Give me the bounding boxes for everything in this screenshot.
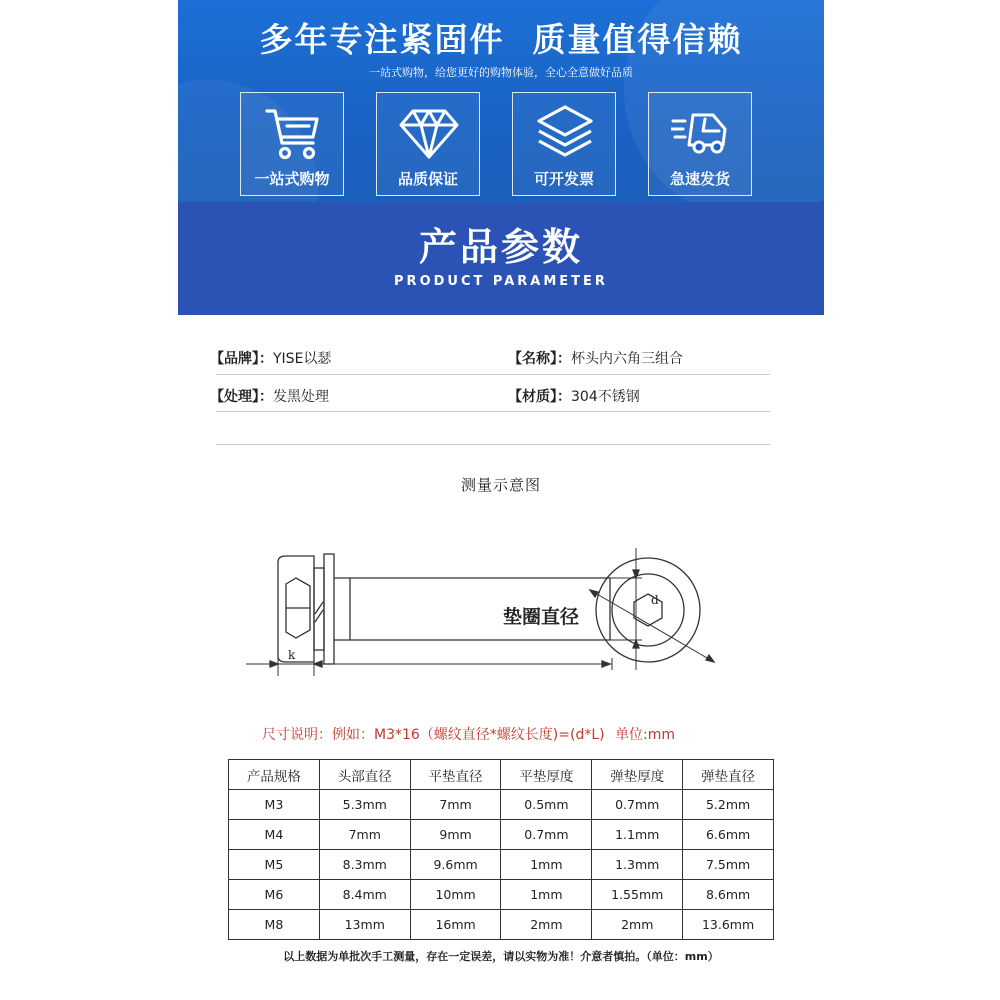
table-cell: M6 <box>229 880 320 910</box>
product-detail-page <box>178 0 824 1000</box>
table-cell: 13.6mm <box>683 910 774 940</box>
table-header: 弹垫厚度 <box>592 760 683 790</box>
table-cell: 5.2mm <box>683 790 774 820</box>
feature-one-stop-shopping <box>240 92 344 196</box>
table-cell: 7.5mm <box>683 850 774 880</box>
promo-banner <box>178 0 824 202</box>
shopping-cart-icon <box>263 101 323 163</box>
spec-name <box>508 348 683 368</box>
feature-label: 可开发票 <box>533 170 594 188</box>
table-cell: 9.6mm <box>410 850 501 880</box>
divider <box>216 374 770 375</box>
label-k: k <box>288 648 296 662</box>
table-row <box>229 850 774 880</box>
banner-slogan <box>178 14 824 61</box>
table-cell: 1.3mm <box>592 850 683 880</box>
size-note <box>262 724 681 744</box>
table-cell: M4 <box>229 820 320 850</box>
table-cell: 0.7mm <box>501 820 592 850</box>
section-header <box>178 202 824 315</box>
feature-list <box>240 92 760 200</box>
table-cell: 16mm <box>410 910 501 940</box>
table-header: 平垫直径 <box>410 760 501 790</box>
table-header: 平垫厚度 <box>501 760 592 790</box>
size-note-unit: 单位:mm <box>615 727 676 743</box>
table-cell: 9mm <box>410 820 501 850</box>
delivery-truck-icon <box>671 101 731 163</box>
table-cell: M5 <box>229 850 320 880</box>
table-cell: M8 <box>229 910 320 940</box>
table-cell: 2mm <box>501 910 592 940</box>
spec-treatment-value: 发黑处理 <box>273 389 329 405</box>
divider <box>216 411 770 412</box>
slogan-right: 质量值得信赖 <box>532 20 743 59</box>
banner-subtitle: 一站式购物，给您更好的购物体验，全心全意做好品质 <box>369 66 633 79</box>
table-header: 弹垫直径 <box>683 760 774 790</box>
diamond-icon <box>399 101 459 163</box>
spec-name-label: 【名称】： <box>508 351 571 367</box>
spec-material-label: 【材质】： <box>508 389 571 405</box>
spec-material <box>508 386 640 406</box>
measurement-disclaimer: 以上数据为单批次手工测量，存在一定误差，请以实物为准！介意者慎拍。（单位：mm） <box>283 950 719 963</box>
table-row <box>229 880 774 910</box>
table-row <box>229 790 774 820</box>
measurement-diagram <box>238 540 738 680</box>
feature-label: 品质保证 <box>397 170 458 188</box>
section-subtitle: PRODUCT PARAMETER <box>394 274 608 289</box>
table-cell: 8.3mm <box>319 850 410 880</box>
spec-treatment <box>210 386 329 406</box>
screw-head <box>278 556 314 662</box>
table-row <box>229 820 774 850</box>
feature-label: 一站式购物 <box>254 170 330 188</box>
table-cell: 1mm <box>501 850 592 880</box>
table-cell: 1.55mm <box>592 880 683 910</box>
table-cell: M3 <box>229 790 320 820</box>
feature-label: 急速发货 <box>669 170 730 188</box>
table-cell: 6.6mm <box>683 820 774 850</box>
spec-brand-value: YISE以瑟 <box>273 351 332 367</box>
table-cell: 0.7mm <box>592 790 683 820</box>
feature-invoice <box>512 92 616 196</box>
table-cell: 0.5mm <box>501 790 592 820</box>
table-header-row <box>229 760 774 790</box>
flat-washer <box>324 554 334 664</box>
table-row <box>229 910 774 940</box>
table-header: 头部直径 <box>319 760 410 790</box>
table-cell: 8.4mm <box>319 880 410 910</box>
diagram-title: 测量示意图 <box>460 476 541 494</box>
spec-material-value: 304不锈钢 <box>571 389 640 405</box>
table-cell: 5.3mm <box>319 790 410 820</box>
divider <box>216 444 770 445</box>
washer-inner-circle <box>612 574 684 646</box>
feature-quality-guarantee <box>376 92 480 196</box>
size-note-text: 尺寸说明：例如：M3*16（螺纹直径*螺纹长度)=(d*L) <box>262 727 605 743</box>
table-cell: 2mm <box>592 910 683 940</box>
table-cell: 8.6mm <box>683 880 774 910</box>
section-title: 产品参数 <box>418 225 583 269</box>
table-header: 产品规格 <box>229 760 320 790</box>
table-cell: 10mm <box>410 880 501 910</box>
table-cell: 1.1mm <box>592 820 683 850</box>
spec-brand <box>210 348 331 368</box>
spec-brand-label: 【品牌】： <box>210 351 273 367</box>
label-d: d <box>651 593 659 607</box>
table-cell: 7mm <box>319 820 410 850</box>
table-cell: 13mm <box>319 910 410 940</box>
washer-diameter-label: 垫圈直径 <box>503 606 580 628</box>
spec-name-value: 杯头内六角三组合 <box>571 351 683 367</box>
slogan-left: 多年专注紧固件 <box>259 20 505 59</box>
table-cell: 1mm <box>501 880 592 910</box>
feature-fast-delivery <box>648 92 752 196</box>
layers-icon <box>535 101 595 163</box>
spec-treatment-label: 【处理】： <box>210 389 273 405</box>
dimension-table <box>228 759 774 940</box>
table-cell: 7mm <box>410 790 501 820</box>
